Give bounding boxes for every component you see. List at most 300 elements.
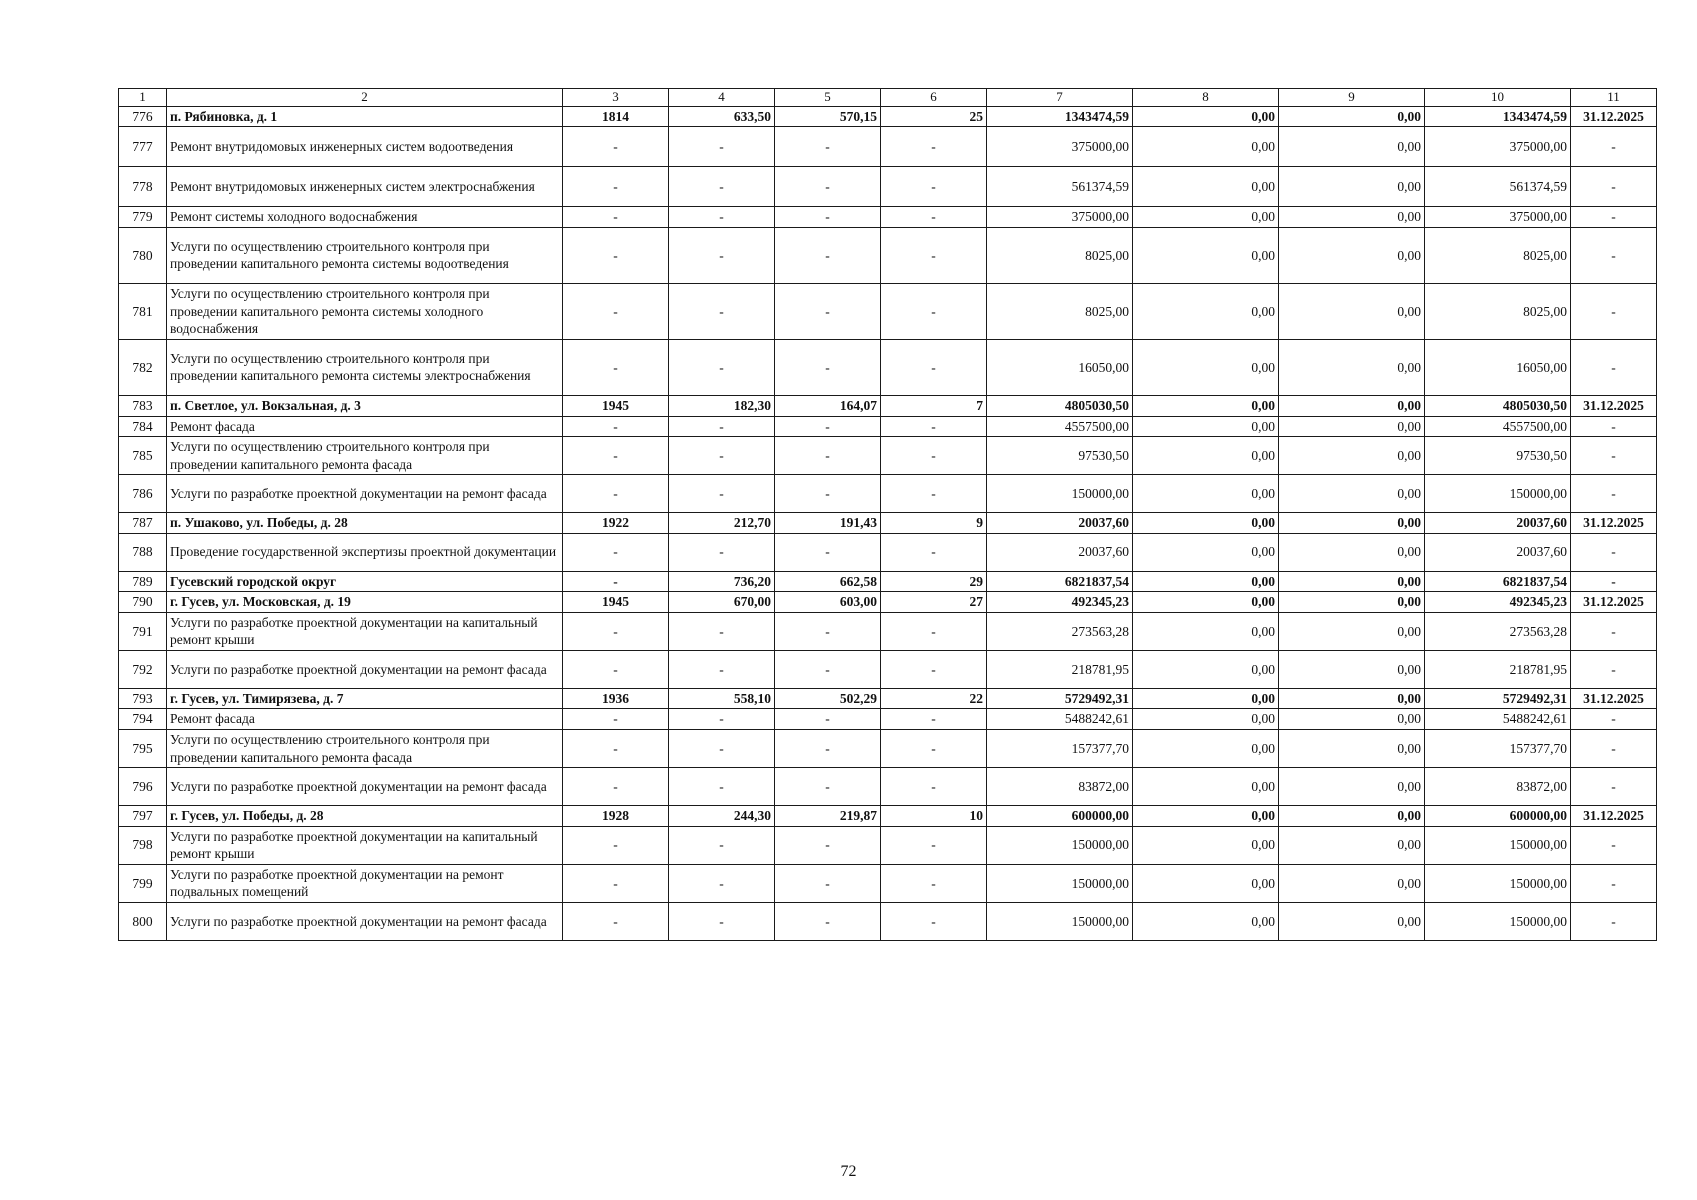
total-cost-cell: 150000,00	[987, 826, 1133, 864]
area-living-cell: 502,29	[775, 688, 881, 709]
row-number: 790	[119, 592, 167, 613]
row-name: Ремонт системы холодного водоснабжения	[167, 207, 563, 228]
residents-cell: -	[881, 709, 987, 730]
fund-cell-8: 0,00	[1133, 283, 1279, 339]
deadline-cell: -	[1571, 339, 1657, 395]
work-row	[119, 475, 1657, 513]
fund-cell-9: 0,00	[1279, 612, 1425, 650]
area-living-cell: -	[775, 902, 881, 940]
year-cell: -	[563, 650, 669, 688]
total-cost-cell: 157377,70	[987, 730, 1133, 768]
fund-cell-8: 0,00	[1133, 167, 1279, 207]
row-number: 783	[119, 395, 167, 416]
fund-cell-9: 0,00	[1279, 106, 1425, 127]
fund-cell-10: 83872,00	[1425, 768, 1571, 806]
fund-cell-10: 16050,00	[1425, 339, 1571, 395]
fund-cell-10: 150000,00	[1425, 475, 1571, 513]
object-row	[119, 571, 1657, 592]
row-name: Услуги по разработке проектной документации на ремонт фасада	[167, 650, 563, 688]
fund-cell-10: 4557500,00	[1425, 416, 1571, 437]
area-total-cell: 244,30	[669, 806, 775, 827]
fund-cell-8: 0,00	[1133, 533, 1279, 571]
fund-cell-8: 0,00	[1133, 592, 1279, 613]
fund-cell-10: 150000,00	[1425, 826, 1571, 864]
area-total-cell: -	[669, 533, 775, 571]
deadline-cell: -	[1571, 167, 1657, 207]
area-total-cell: -	[669, 437, 775, 475]
object-row	[119, 688, 1657, 709]
residents-cell: -	[881, 207, 987, 228]
year-cell: -	[563, 207, 669, 228]
fund-cell-10: 8025,00	[1425, 283, 1571, 339]
area-total-cell: -	[669, 339, 775, 395]
fund-cell-8: 0,00	[1133, 768, 1279, 806]
work-row	[119, 612, 1657, 650]
fund-cell-8: 0,00	[1133, 339, 1279, 395]
year-cell: -	[563, 533, 669, 571]
year-cell: -	[563, 768, 669, 806]
row-number: 793	[119, 688, 167, 709]
year-cell: -	[563, 227, 669, 283]
fund-cell-9: 0,00	[1279, 730, 1425, 768]
residents-cell: -	[881, 475, 987, 513]
deadline-cell: -	[1571, 864, 1657, 902]
residents-cell: -	[881, 768, 987, 806]
year-cell: -	[563, 167, 669, 207]
row-number: 798	[119, 826, 167, 864]
area-living-cell: -	[775, 768, 881, 806]
total-cost-cell: 150000,00	[987, 902, 1133, 940]
year-cell: -	[563, 826, 669, 864]
deadline-cell: -	[1571, 475, 1657, 513]
row-name: Услуги по осуществлению строительного контроля при проведении капитального ремонта фасада	[167, 730, 563, 768]
deadline-cell: -	[1571, 768, 1657, 806]
year-cell: 1928	[563, 806, 669, 827]
year-cell: -	[563, 437, 669, 475]
residents-cell: -	[881, 864, 987, 902]
row-name: Услуги по разработке проектной документации на капитальный ремонт крыши	[167, 612, 563, 650]
deadline-cell: -	[1571, 650, 1657, 688]
residents-cell: 10	[881, 806, 987, 827]
fund-cell-10: 375000,00	[1425, 127, 1571, 167]
row-name: Услуги по разработке проектной документации на ремонт фасада	[167, 475, 563, 513]
fund-cell-9: 0,00	[1279, 513, 1425, 534]
work-row	[119, 864, 1657, 902]
fund-cell-9: 0,00	[1279, 688, 1425, 709]
work-row	[119, 416, 1657, 437]
fund-cell-8: 0,00	[1133, 395, 1279, 416]
fund-cell-10: 5729492,31	[1425, 688, 1571, 709]
fund-cell-8: 0,00	[1133, 475, 1279, 513]
area-living-cell: 191,43	[775, 513, 881, 534]
total-cost-cell: 20037,60	[987, 533, 1133, 571]
deadline-cell: -	[1571, 730, 1657, 768]
residents-cell: -	[881, 227, 987, 283]
total-cost-cell: 4805030,50	[987, 395, 1133, 416]
year-cell: -	[563, 475, 669, 513]
object-row	[119, 513, 1657, 534]
fund-cell-10: 8025,00	[1425, 227, 1571, 283]
deadline-cell: -	[1571, 437, 1657, 475]
row-number: 792	[119, 650, 167, 688]
row-name: Услуги по разработке проектной документации на ремонт подвальных помещений	[167, 864, 563, 902]
area-living-cell: -	[775, 709, 881, 730]
fund-cell-10: 600000,00	[1425, 806, 1571, 827]
area-living-cell: -	[775, 339, 881, 395]
header-cell: 3	[563, 89, 669, 107]
row-name: г. Гусев, ул. Тимирязева, д. 7	[167, 688, 563, 709]
area-total-cell: 736,20	[669, 571, 775, 592]
header-cell: 2	[167, 89, 563, 107]
residents-cell: -	[881, 730, 987, 768]
header-cell: 9	[1279, 89, 1425, 107]
column-number-header-row	[119, 89, 1657, 107]
total-cost-cell: 20037,60	[987, 513, 1133, 534]
row-name: Услуги по разработке проектной документации на капитальный ремонт крыши	[167, 826, 563, 864]
total-cost-cell: 273563,28	[987, 612, 1133, 650]
fund-cell-8: 0,00	[1133, 650, 1279, 688]
year-cell: -	[563, 339, 669, 395]
header-cell: 8	[1133, 89, 1279, 107]
total-cost-cell: 83872,00	[987, 768, 1133, 806]
year-cell: -	[563, 709, 669, 730]
row-number: 776	[119, 106, 167, 127]
total-cost-cell: 150000,00	[987, 864, 1133, 902]
header-cell: 10	[1425, 89, 1571, 107]
row-number: 785	[119, 437, 167, 475]
fund-cell-8: 0,00	[1133, 106, 1279, 127]
deadline-cell: 31.12.2025	[1571, 592, 1657, 613]
area-living-cell: -	[775, 416, 881, 437]
residents-cell: -	[881, 826, 987, 864]
fund-cell-10: 6821837,54	[1425, 571, 1571, 592]
row-number: 788	[119, 533, 167, 571]
fund-cell-9: 0,00	[1279, 416, 1425, 437]
row-name: Услуги по осуществлению строительного контроля при проведении капитального ремонта системы водоотведения	[167, 227, 563, 283]
fund-cell-8: 0,00	[1133, 416, 1279, 437]
area-living-cell: 570,15	[775, 106, 881, 127]
fund-cell-8: 0,00	[1133, 688, 1279, 709]
row-name: п. Светлое, ул. Вокзальная, д. 3	[167, 395, 563, 416]
year-cell: 1936	[563, 688, 669, 709]
object-row	[119, 592, 1657, 613]
total-cost-cell: 97530,50	[987, 437, 1133, 475]
work-row	[119, 437, 1657, 475]
area-living-cell: -	[775, 533, 881, 571]
residents-cell: -	[881, 612, 987, 650]
work-row	[119, 167, 1657, 207]
deadline-cell: -	[1571, 533, 1657, 571]
deadline-cell: -	[1571, 612, 1657, 650]
total-cost-cell: 16050,00	[987, 339, 1133, 395]
row-number: 777	[119, 127, 167, 167]
area-total-cell: 558,10	[669, 688, 775, 709]
fund-cell-10: 20037,60	[1425, 513, 1571, 534]
work-row	[119, 283, 1657, 339]
fund-cell-10: 492345,23	[1425, 592, 1571, 613]
fund-cell-8: 0,00	[1133, 437, 1279, 475]
deadline-cell: -	[1571, 416, 1657, 437]
residents-cell: -	[881, 283, 987, 339]
row-number: 789	[119, 571, 167, 592]
year-cell: -	[563, 283, 669, 339]
area-total-cell: -	[669, 207, 775, 228]
fund-cell-10: 150000,00	[1425, 902, 1571, 940]
year-cell: 1814	[563, 106, 669, 127]
area-living-cell: -	[775, 127, 881, 167]
area-living-cell: -	[775, 283, 881, 339]
row-name: Услуги по разработке проектной документации на ремонт фасада	[167, 768, 563, 806]
deadline-cell: -	[1571, 207, 1657, 228]
fund-cell-10: 4805030,50	[1425, 395, 1571, 416]
fund-cell-9: 0,00	[1279, 167, 1425, 207]
deadline-cell: -	[1571, 709, 1657, 730]
residents-cell: 9	[881, 513, 987, 534]
deadline-cell: 31.12.2025	[1571, 106, 1657, 127]
total-cost-cell: 8025,00	[987, 227, 1133, 283]
fund-cell-8: 0,00	[1133, 127, 1279, 167]
area-total-cell: -	[669, 709, 775, 730]
work-row	[119, 902, 1657, 940]
row-number: 799	[119, 864, 167, 902]
residents-cell: 22	[881, 688, 987, 709]
residents-cell: -	[881, 650, 987, 688]
area-total-cell: -	[669, 730, 775, 768]
residents-cell: 7	[881, 395, 987, 416]
deadline-cell: 31.12.2025	[1571, 688, 1657, 709]
area-total-cell: -	[669, 650, 775, 688]
deadline-cell: -	[1571, 127, 1657, 167]
year-cell: -	[563, 730, 669, 768]
year-cell: -	[563, 612, 669, 650]
row-number: 800	[119, 902, 167, 940]
deadline-cell: -	[1571, 571, 1657, 592]
deadline-cell: -	[1571, 902, 1657, 940]
row-name: Ремонт внутридомовых инженерных систем электроснабжения	[167, 167, 563, 207]
area-living-cell: -	[775, 612, 881, 650]
total-cost-cell: 5729492,31	[987, 688, 1133, 709]
year-cell: -	[563, 571, 669, 592]
table-body	[119, 89, 1657, 941]
area-total-cell: -	[669, 826, 775, 864]
year-cell: 1945	[563, 395, 669, 416]
area-total-cell: -	[669, 167, 775, 207]
total-cost-cell: 375000,00	[987, 127, 1133, 167]
year-cell: 1922	[563, 513, 669, 534]
area-total-cell: -	[669, 227, 775, 283]
fund-cell-9: 0,00	[1279, 826, 1425, 864]
area-living-cell: -	[775, 167, 881, 207]
work-row	[119, 127, 1657, 167]
fund-cell-10: 273563,28	[1425, 612, 1571, 650]
fund-cell-9: 0,00	[1279, 709, 1425, 730]
object-row	[119, 806, 1657, 827]
residents-cell: 25	[881, 106, 987, 127]
fund-cell-8: 0,00	[1133, 571, 1279, 592]
row-name: г. Гусев, ул. Победы, д. 28	[167, 806, 563, 827]
work-row	[119, 339, 1657, 395]
total-cost-cell: 6821837,54	[987, 571, 1133, 592]
fund-cell-10: 218781,95	[1425, 650, 1571, 688]
row-name: Услуги по осуществлению строительного контроля при проведении капитального ремонта системы холодного водоснабжения	[167, 283, 563, 339]
residents-cell: -	[881, 437, 987, 475]
fund-cell-9: 0,00	[1279, 339, 1425, 395]
row-name: г. Гусев, ул. Московская, д. 19	[167, 592, 563, 613]
fund-cell-9: 0,00	[1279, 475, 1425, 513]
fund-cell-9: 0,00	[1279, 650, 1425, 688]
header-cell: 5	[775, 89, 881, 107]
fund-cell-9: 0,00	[1279, 283, 1425, 339]
deadline-cell: 31.12.2025	[1571, 513, 1657, 534]
fund-cell-8: 0,00	[1133, 902, 1279, 940]
residents-cell: -	[881, 339, 987, 395]
residents-cell: -	[881, 533, 987, 571]
year-cell: -	[563, 416, 669, 437]
fund-cell-8: 0,00	[1133, 227, 1279, 283]
area-total-cell: 633,50	[669, 106, 775, 127]
fund-cell-10: 375000,00	[1425, 207, 1571, 228]
row-number: 787	[119, 513, 167, 534]
area-total-cell: 212,70	[669, 513, 775, 534]
total-cost-cell: 492345,23	[987, 592, 1133, 613]
fund-cell-10: 20037,60	[1425, 533, 1571, 571]
row-name: Ремонт фасада	[167, 416, 563, 437]
year-cell: -	[563, 902, 669, 940]
year-cell: 1945	[563, 592, 669, 613]
area-living-cell: 164,07	[775, 395, 881, 416]
residents-cell: -	[881, 416, 987, 437]
work-row	[119, 730, 1657, 768]
row-name: п. Рябиновка, д. 1	[167, 106, 563, 127]
residents-cell: 29	[881, 571, 987, 592]
area-total-cell: -	[669, 768, 775, 806]
row-number: 780	[119, 227, 167, 283]
year-cell: -	[563, 127, 669, 167]
total-cost-cell: 150000,00	[987, 475, 1133, 513]
fund-cell-9: 0,00	[1279, 227, 1425, 283]
row-name: п. Ушаково, ул. Победы, д. 28	[167, 513, 563, 534]
area-total-cell: -	[669, 127, 775, 167]
row-number: 786	[119, 475, 167, 513]
residents-cell: -	[881, 127, 987, 167]
area-living-cell: -	[775, 437, 881, 475]
fund-cell-9: 0,00	[1279, 902, 1425, 940]
deadline-cell: 31.12.2025	[1571, 806, 1657, 827]
year-cell: -	[563, 864, 669, 902]
fund-cell-9: 0,00	[1279, 806, 1425, 827]
row-name: Проведение государственной экспертизы проектной документации	[167, 533, 563, 571]
work-row	[119, 650, 1657, 688]
total-cost-cell: 375000,00	[987, 207, 1133, 228]
work-row	[119, 533, 1657, 571]
fund-cell-9: 0,00	[1279, 571, 1425, 592]
row-number: 778	[119, 167, 167, 207]
work-row	[119, 826, 1657, 864]
object-row	[119, 395, 1657, 416]
area-living-cell: -	[775, 207, 881, 228]
residents-cell: -	[881, 902, 987, 940]
header-cell: 6	[881, 89, 987, 107]
header-cell: 11	[1571, 89, 1657, 107]
area-total-cell: 182,30	[669, 395, 775, 416]
row-number: 797	[119, 806, 167, 827]
fund-cell-10: 5488242,61	[1425, 709, 1571, 730]
deadline-cell: 31.12.2025	[1571, 395, 1657, 416]
capital-repair-table	[118, 88, 1657, 941]
area-living-cell: 662,58	[775, 571, 881, 592]
area-total-cell: -	[669, 612, 775, 650]
fund-cell-10: 97530,50	[1425, 437, 1571, 475]
deadline-cell: -	[1571, 227, 1657, 283]
area-living-cell: -	[775, 227, 881, 283]
fund-cell-9: 0,00	[1279, 395, 1425, 416]
fund-cell-8: 0,00	[1133, 612, 1279, 650]
total-cost-cell: 5488242,61	[987, 709, 1133, 730]
fund-cell-8: 0,00	[1133, 709, 1279, 730]
fund-cell-9: 0,00	[1279, 127, 1425, 167]
row-name: Услуги по осуществлению строительного контроля при проведении капитального ремонта системы электроснабжения	[167, 339, 563, 395]
area-total-cell: -	[669, 283, 775, 339]
row-number: 779	[119, 207, 167, 228]
header-cell: 4	[669, 89, 775, 107]
row-number: 784	[119, 416, 167, 437]
total-cost-cell: 561374,59	[987, 167, 1133, 207]
row-name: Ремонт фасада	[167, 709, 563, 730]
residents-cell: -	[881, 167, 987, 207]
total-cost-cell: 600000,00	[987, 806, 1133, 827]
fund-cell-8: 0,00	[1133, 806, 1279, 827]
row-name: Услуги по разработке проектной документации на ремонт фасада	[167, 902, 563, 940]
total-cost-cell: 8025,00	[987, 283, 1133, 339]
row-number: 795	[119, 730, 167, 768]
fund-cell-8: 0,00	[1133, 207, 1279, 228]
area-total-cell: -	[669, 475, 775, 513]
area-living-cell: 219,87	[775, 806, 881, 827]
fund-cell-10: 150000,00	[1425, 864, 1571, 902]
area-total-cell: -	[669, 416, 775, 437]
fund-cell-9: 0,00	[1279, 864, 1425, 902]
fund-cell-9: 0,00	[1279, 768, 1425, 806]
area-total-cell: -	[669, 864, 775, 902]
object-row	[119, 106, 1657, 127]
row-number: 796	[119, 768, 167, 806]
work-row	[119, 709, 1657, 730]
total-cost-cell: 218781,95	[987, 650, 1133, 688]
fund-cell-9: 0,00	[1279, 592, 1425, 613]
row-name: Ремонт внутридомовых инженерных систем водоотведения	[167, 127, 563, 167]
fund-cell-8: 0,00	[1133, 730, 1279, 768]
page-number: 72	[840, 1163, 857, 1180]
row-number: 791	[119, 612, 167, 650]
residents-cell: 27	[881, 592, 987, 613]
deadline-cell: -	[1571, 283, 1657, 339]
header-cell: 1	[119, 89, 167, 107]
fund-cell-8: 0,00	[1133, 864, 1279, 902]
row-number: 794	[119, 709, 167, 730]
area-total-cell: -	[669, 902, 775, 940]
fund-cell-10: 561374,59	[1425, 167, 1571, 207]
row-name: Услуги по осуществлению строительного контроля при проведении капитального ремонта фасада	[167, 437, 563, 475]
fund-cell-10: 157377,70	[1425, 730, 1571, 768]
header-cell: 7	[987, 89, 1133, 107]
work-row	[119, 227, 1657, 283]
fund-cell-10: 1343474,59	[1425, 106, 1571, 127]
area-living-cell: -	[775, 864, 881, 902]
area-living-cell: -	[775, 826, 881, 864]
total-cost-cell: 1343474,59	[987, 106, 1133, 127]
area-total-cell: 670,00	[669, 592, 775, 613]
work-row	[119, 207, 1657, 228]
